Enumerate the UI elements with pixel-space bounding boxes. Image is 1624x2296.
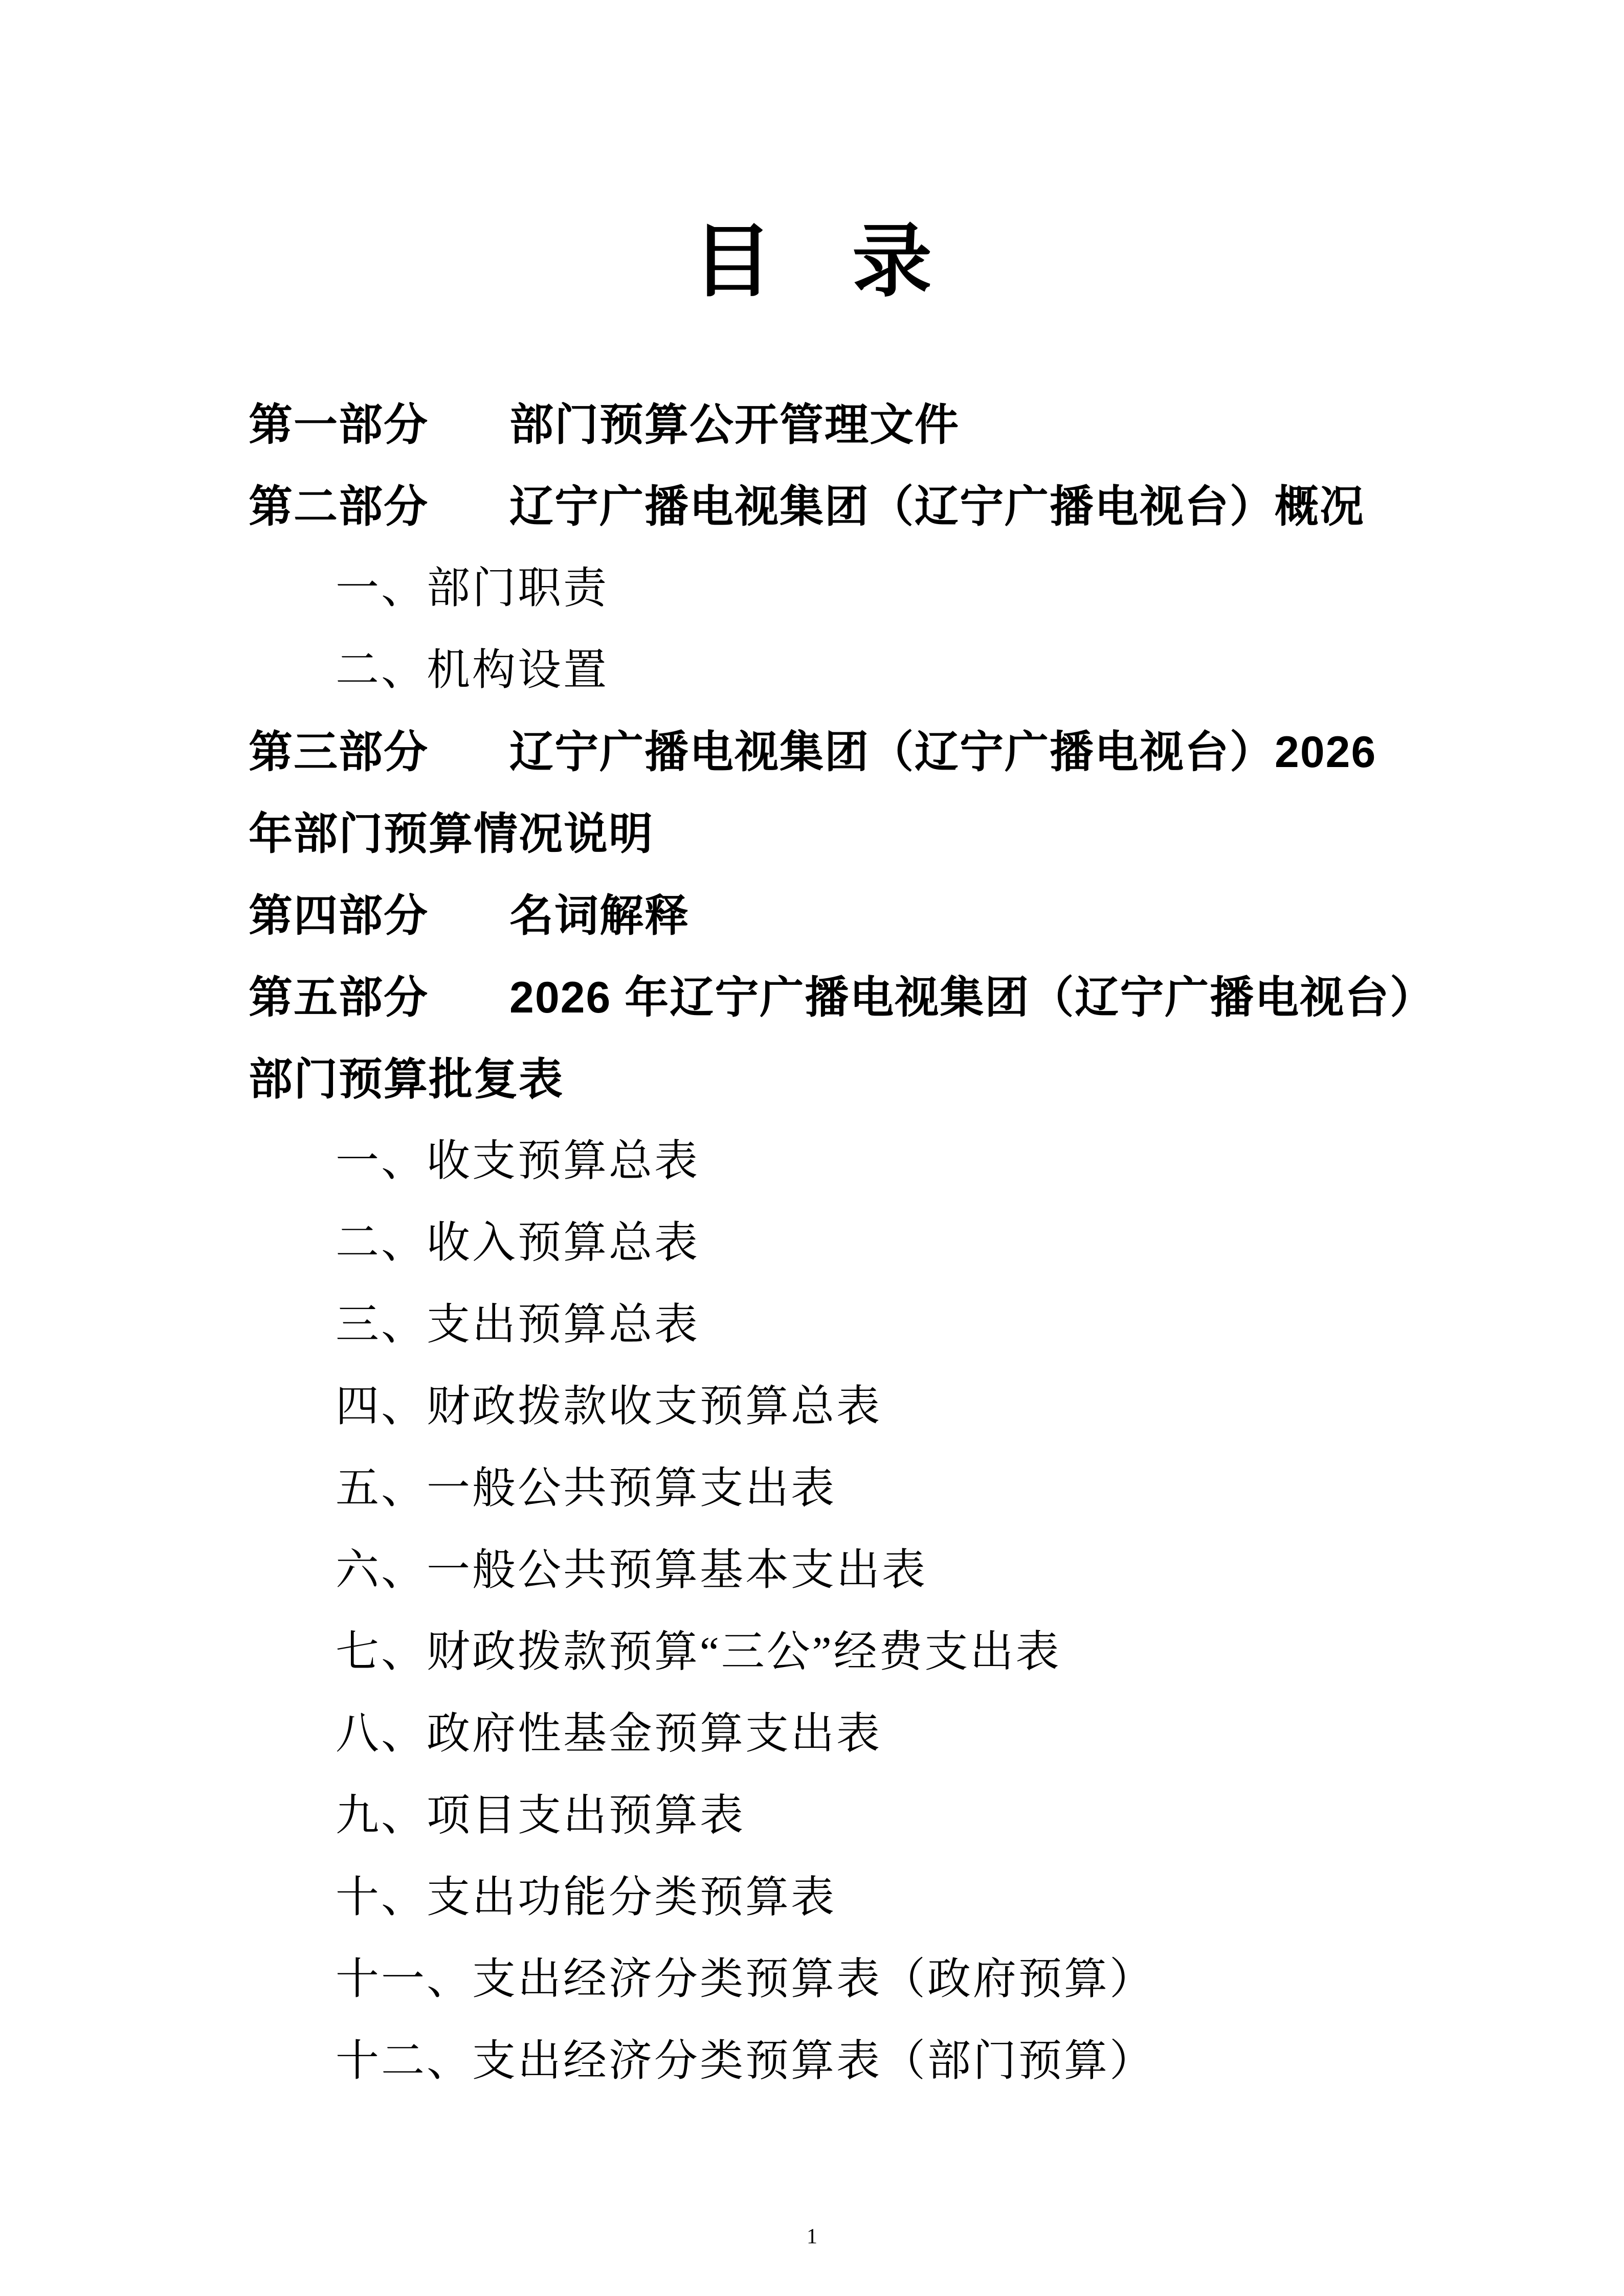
toc-entry-text: 一、部门职责 <box>336 565 609 613</box>
toc-entry-part-1 <box>249 384 1376 466</box>
toc-entry-text: 辽宁广播电视集团（辽宁广播电视台）概况 <box>509 482 1365 531</box>
toc-entry-text: 七、财政拨款预算“三公”经费支出表 <box>336 1628 1061 1676</box>
toc-entry-text: 八、政府性基金预算支出表 <box>336 1710 882 1758</box>
toc-entry-item <box>249 1448 1376 1529</box>
toc-entry-text: 五、一般公共预算支出表 <box>336 1465 837 1513</box>
toc-entry-text: 部门预算公开管理文件 <box>509 400 960 449</box>
toc-entry-text: 2026 年辽宁广播电视集团（辽宁广播电视台） <box>509 973 1435 1022</box>
toc-entry-text: 一、收支预算总表 <box>336 1137 700 1185</box>
toc-entry-item <box>249 1366 1376 1448</box>
toc-entry-text: 十一、支出经济分类预算表（政府预算） <box>336 1955 1155 2004</box>
toc-entry-part-3 <box>249 711 1376 793</box>
toc-entry-label: 第二部分 <box>249 482 429 531</box>
toc-entry-text: 三、支出预算总表 <box>336 1301 700 1349</box>
toc-entry-label: 第一部分 <box>249 400 429 449</box>
toc-entry-label: 第五部分 <box>249 973 429 1022</box>
toc-entry-text: 四、财政拨款收支预算总表 <box>336 1383 882 1431</box>
toc-entry-text: 十二、支出经济分类预算表（部门预算） <box>336 2037 1155 2085</box>
toc-entry-continuation <box>249 793 1376 875</box>
toc-entry-text: 年部门预算情况说明 <box>249 809 654 859</box>
toc-entry-item <box>249 1775 1376 1857</box>
toc-entry-item <box>249 1529 1376 1611</box>
toc-entry-item <box>249 1611 1376 1693</box>
toc-entry-item <box>249 1284 1376 1366</box>
toc-entry-item <box>249 1857 1376 1939</box>
toc-entry-text: 六、一般公共预算基本支出表 <box>336 1546 928 1594</box>
toc-entry-continuation <box>249 1039 1376 1120</box>
toc-entry-text: 名词解释 <box>509 891 689 940</box>
toc-entry-item <box>249 1202 1376 1284</box>
toc-entry-text: 二、机构设置 <box>336 646 609 694</box>
toc-content <box>249 0 1435 2102</box>
toc-entry-text: 二、收入预算总表 <box>336 1219 700 1267</box>
toc-entry-text: 辽宁广播电视集团（辽宁广播电视台）2026 <box>509 728 1377 777</box>
toc-entry-item <box>249 1693 1376 1775</box>
toc-entry-text: 部门预算批复表 <box>249 1055 564 1104</box>
toc-entry-item <box>249 548 1376 629</box>
toc-entry-item <box>249 2020 1376 2102</box>
toc-entry-item <box>249 629 1376 711</box>
toc-entry-label: 第三部分 <box>249 728 429 777</box>
toc-entry-item <box>249 1120 1376 1202</box>
toc-list <box>249 384 1435 2102</box>
page-number: 1 <box>807 2225 817 2248</box>
toc-entry-label: 第四部分 <box>249 891 429 940</box>
toc-entry-item <box>249 1939 1376 2020</box>
toc-entry-text: 九、项目支出预算表 <box>336 1792 746 1840</box>
toc-entry-text: 十、支出功能分类预算表 <box>336 1874 837 1922</box>
toc-entry-part-4 <box>249 875 1376 957</box>
toc-entry-part-2 <box>249 466 1376 548</box>
toc-entry-part-5 <box>249 957 1435 1039</box>
page-title: 目 录 <box>693 218 932 306</box>
